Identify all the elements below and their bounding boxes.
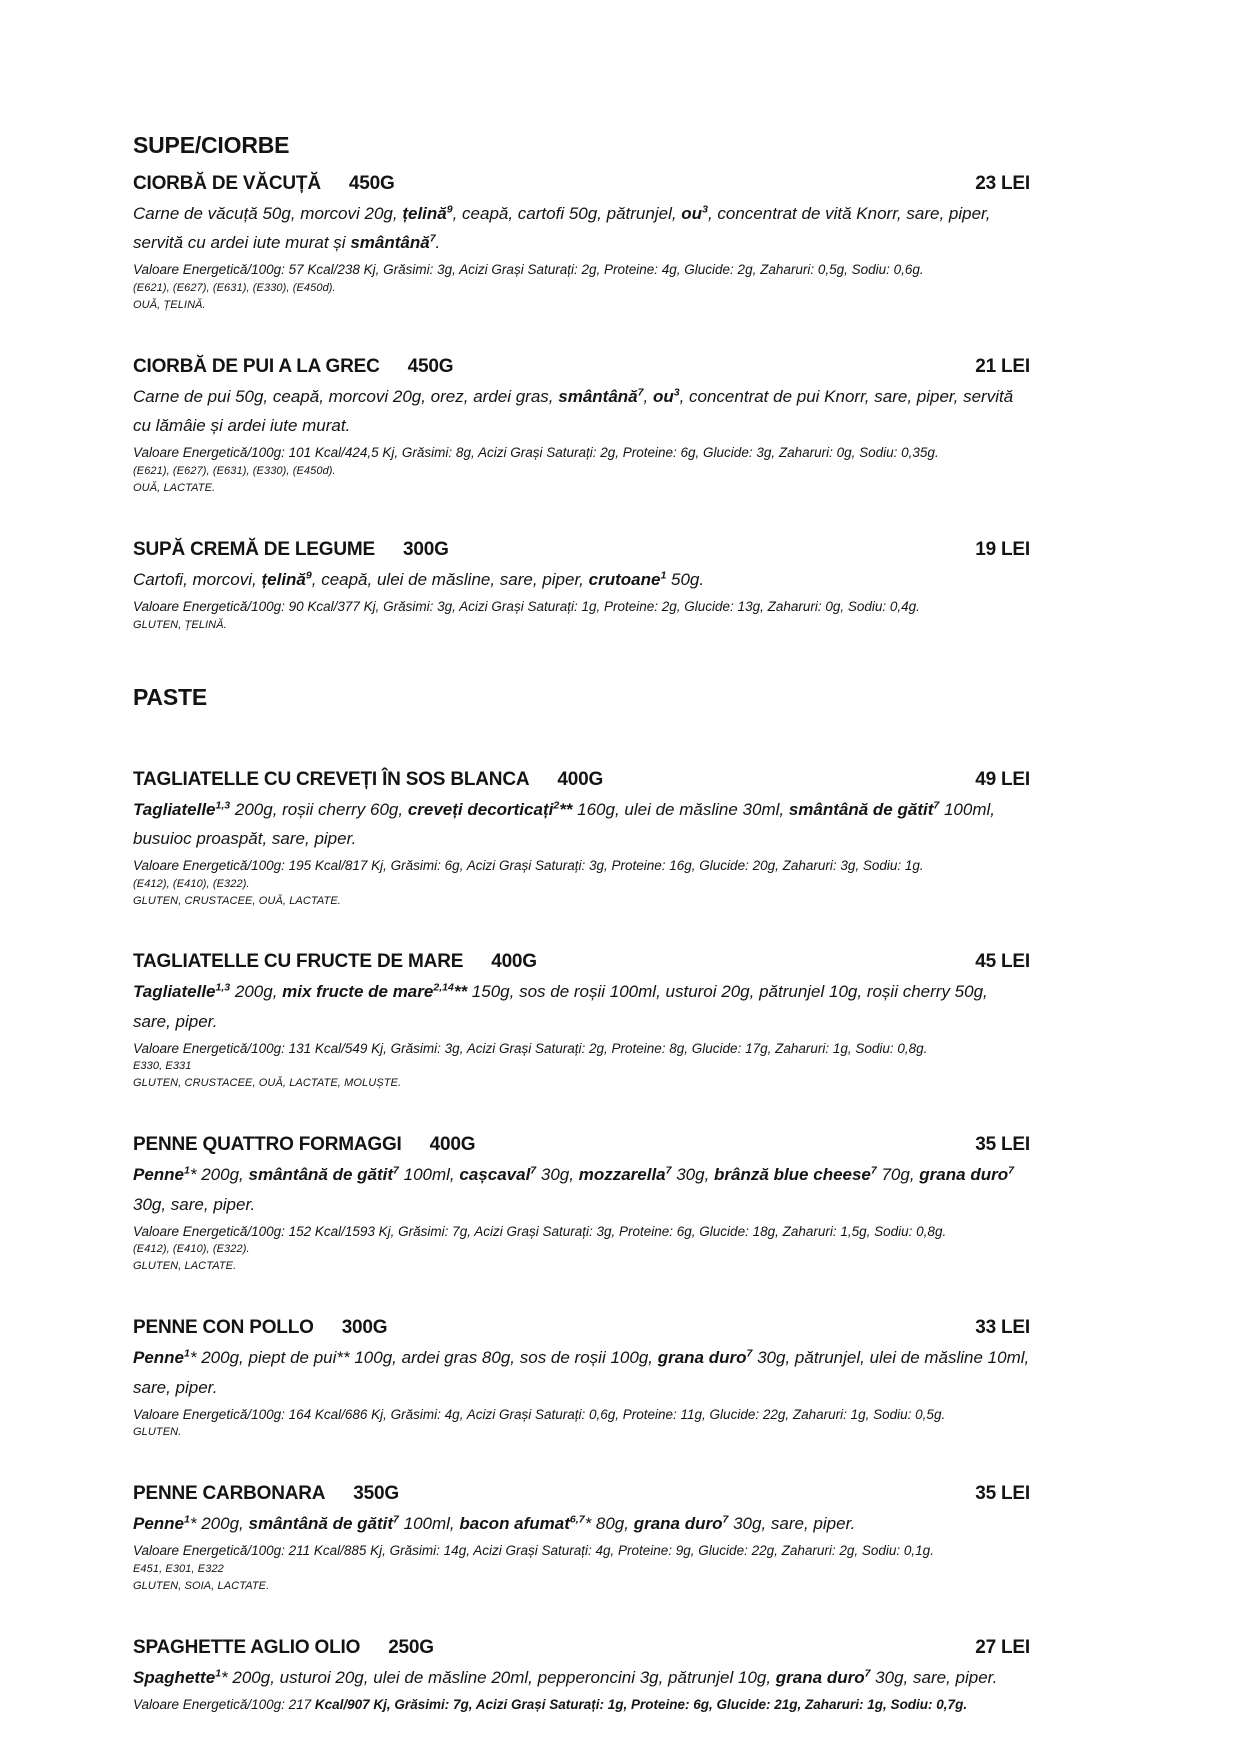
item-price: 45 LEI — [975, 951, 1030, 973]
item-name: CIORBĂ DE PUI A LA GREC — [133, 355, 380, 377]
item-weight: 400G — [557, 768, 604, 790]
item-name: SPAGHETTE AGLIO OLIO — [133, 1636, 361, 1658]
item-nutrition: Valoare Energetică/100g: 90 Kcal/377 Kj, Grăsimi: 3g, Acizi Grași Saturați: 1g, Proteine: 2g, Glucide: 13g, Zaharuri: 0g, Sodiu: 0,4g. — [133, 599, 920, 615]
menu-content — [133, 132, 1030, 1715]
item-e-numbers: (E412), (E410), (E322). — [133, 877, 250, 890]
item-description: Penne$^1$* 200g, smântână de gătit$^7$ 100ml, bacon afumat$^{6,7}$* 80g, grana duro$^7$ 30g, sare, piper. — [133, 1513, 856, 1534]
item-header — [133, 1637, 1030, 1659]
item-allergens: GLUTEN, LACTATE. — [133, 1260, 237, 1273]
item-header — [133, 173, 1030, 195]
item-allergens: GLUTEN, CRUSTACEE, OUĂ, LACTATE. — [133, 894, 341, 907]
item-allergens: GLUTEN, CRUSTACEE, OUĂ, LACTATE, MOLUȘTE. — [133, 1077, 402, 1090]
item-weight: 300G — [341, 1317, 388, 1339]
item-description: Carne de văcuță 50g, morcovi 20g, țelină$^9$, ceapă, cartofi 50g, pătrunjel, $ou^3$, concentrat de vită Knorr, sare, piper, servită cu ardei iute murat și smântână$^7$. — [133, 203, 991, 253]
menu-item — [133, 356, 1030, 497]
item-description: Penne$^1$* 200g, smântână de gătit$^7$ 100ml, cașcaval$^7$ 30g, mozzarella$^7$ 30g, brânză blue cheese$^7$ 70g, grana duro$^7$ 30g, sare, piper. — [133, 1164, 1014, 1214]
section-items — [133, 769, 1030, 1715]
item-name: PENNE CARBONARA — [133, 1483, 326, 1505]
menu-item — [133, 173, 1030, 314]
menu-item — [133, 1134, 1030, 1275]
item-description: Tagliatelle$^{1,3}$ 200g, roșii cherry 60g, creveți decorticați$^2$** 160g, ulei de măsline 30ml, smântână de gătit$^7$ 100ml, busuioc proaspăt, sare, piper. — [133, 798, 995, 848]
item-description: Tagliatelle$^{1,3}$ 200g, mix fructe de mare$^{2,14}$** 150g, sos de roșii 100ml, usturoi 20g, pătrunjel 10g, roșii cherry 50g, sare, piper. — [133, 981, 988, 1031]
item-price: 19 LEI — [975, 538, 1030, 560]
item-price: 23 LEI — [975, 173, 1030, 194]
item-price: 35 LEI — [975, 1483, 1030, 1505]
item-weight: 300G — [402, 538, 449, 560]
item-e-numbers: E330, E331 — [133, 1060, 192, 1073]
item-allergens: OUĂ, LACTATE. — [133, 481, 216, 494]
item-nutrition: Valoare Energetică/100g: 101 Kcal/424,5 Kj, Grăsimi: 8g, Acizi Grași Saturați: 2g, Proteine: 6g, Glucide: 3g, Zaharuri: 0g, Sodiu: 0,35g. — [133, 445, 939, 461]
item-nutrition: Valoare Energetică/100g: 211 Kcal/885 Kj, Grăsimi: 14g, Acizi Grași Saturați: 4g, Proteine: 9g, Glucide: 22g, Zaharuri: 2g, Sodiu: 0,1g. — [133, 1543, 934, 1559]
item-nutrition: Valoare Energetică/100g: 217 Kcal/907 Kj, Grăsimi: 7g, Acizi Grași Saturați: 1g, Proteine: 6g, Glucide: 21g, Zaharuri: 1g, Sodiu: 0,7g. — [133, 1697, 968, 1713]
item-nutrition: Valoare Energetică/100g: 57 Kcal/238 Kj, Grăsimi: 3g, Acizi Grași Saturați: 2g, Proteine: 4g, Glucide: 2g, Zaharuri: 0,5g, Sodiu: 0,6g. — [133, 262, 924, 278]
item-header — [133, 1317, 1030, 1339]
menu-item — [133, 1637, 1030, 1715]
item-name: TAGLIATELLE CU FRUCTE DE MARE — [133, 951, 464, 973]
menu-item — [133, 769, 1030, 910]
item-e-numbers: E451, E301, E322 — [133, 1563, 224, 1576]
item-weight: 350G — [353, 1483, 399, 1505]
item-header — [133, 539, 1030, 561]
item-nutrition: Valoare Energetică/100g: 131 Kcal/549 Kj, Grăsimi: 3g, Acizi Grași Saturați: 2g, Proteine: 8g, Glucide: 17g, Zaharuri: 1g, Sodiu: 0,8g. — [133, 1040, 928, 1056]
item-allergens: GLUTEN, ȚELINĂ. — [133, 618, 227, 631]
item-allergens: GLUTEN. — [133, 1426, 182, 1439]
section-title: PASTE — [133, 683, 207, 710]
item-description: Carne de pui 50g, ceapă, morcovi 20g, orez, ardei gras, smântână$^7$, $ou^3$, concentrat de pui Knorr, sare, piper, servită cu lămâie și ardei iute murat. — [133, 386, 1014, 436]
item-weight: 400G — [491, 951, 537, 973]
item-weight: 450G — [348, 173, 395, 194]
item-description: Spaghette$^1$* 200g, usturoi 20g, ulei de măsline 20ml, pepperoncini 3g, pătrunjel 10g, grana duro$^7$ 30g, sare, piper. — [133, 1667, 998, 1687]
item-weight: 400G — [429, 1134, 476, 1156]
item-allergens: GLUTEN, SOIA, LACTATE. — [133, 1579, 270, 1592]
menu-item — [133, 539, 1030, 634]
item-price: 35 LEI — [975, 1134, 1030, 1156]
item-nutrition: Valoare Energetică/100g: 152 Kcal/1593 Kj, Grăsimi: 7g, Acizi Grași Saturați: 3g, Proteine: 6g, Glucide: 18g, Zaharuri: 1,5g, Sodiu: 0,8g. — [133, 1223, 947, 1239]
item-price: 27 LEI — [975, 1636, 1030, 1658]
item-price: 33 LEI — [975, 1317, 1030, 1339]
item-header — [133, 769, 1030, 791]
section-title: SUPE/CIORBE — [133, 132, 290, 158]
item-header — [133, 356, 1030, 378]
item-name: TAGLIATELLE CU CREVEȚI ÎN SOS BLANCA — [133, 768, 530, 790]
item-e-numbers: (E412), (E410), (E322). — [133, 1243, 250, 1256]
item-header — [133, 1483, 1030, 1505]
section-items — [133, 173, 1030, 634]
item-name: PENNE QUATTRO FORMAGGI — [133, 1134, 402, 1156]
item-weight: 250G — [388, 1636, 434, 1658]
item-name: CIORBĂ DE VĂCUȚĂ — [133, 173, 321, 194]
menu-section — [133, 132, 1030, 634]
item-name: PENNE CON POLLO — [133, 1317, 314, 1339]
item-nutrition: Valoare Energetică/100g: 195 Kcal/817 Kj, Grăsimi: 6g, Acizi Grași Saturați: 3g, Proteine: 16g, Glucide: 20g, Zaharuri: 3g, Sodiu: 1g. — [133, 858, 924, 874]
item-name: SUPĂ CREMĂ DE LEGUME — [133, 538, 375, 560]
item-header — [133, 951, 1030, 973]
menu-section — [133, 684, 1030, 1715]
item-description: Penne$^1$* 200g, piept de pui** 100g, ardei gras 80g, sos de roșii 100g, grana duro$^7$ 30g, pătrunjel, ulei de măsline 10ml, sare, piper. — [133, 1347, 1030, 1397]
menu-item — [133, 1317, 1030, 1441]
item-header — [133, 1134, 1030, 1156]
menu-item — [133, 951, 1030, 1092]
item-allergens: OUĂ, ȚELINĂ. — [133, 298, 206, 311]
item-description: Cartofi, morcovi, țelină$^9$, ceapă, ulei de măsline, sare, piper, crutoane$^1$ 50g. — [133, 569, 705, 589]
item-price: 49 LEI — [975, 768, 1030, 790]
item-nutrition: Valoare Energetică/100g: 164 Kcal/686 Kj, Grăsimi: 4g, Acizi Grași Saturați: 0,6g, Proteine: 11g, Glucide: 22g, Zaharuri: 1g, Sodiu: 0,5g. — [133, 1406, 946, 1422]
item-weight: 450G — [407, 355, 454, 377]
menu-item — [133, 1483, 1030, 1595]
item-e-numbers: (E621), (E627), (E631), (E330), (E450d). — [133, 464, 336, 477]
item-e-numbers: (E621), (E627), (E631), (E330), (E450d). — [133, 282, 336, 295]
item-price: 21 LEI — [975, 355, 1030, 377]
